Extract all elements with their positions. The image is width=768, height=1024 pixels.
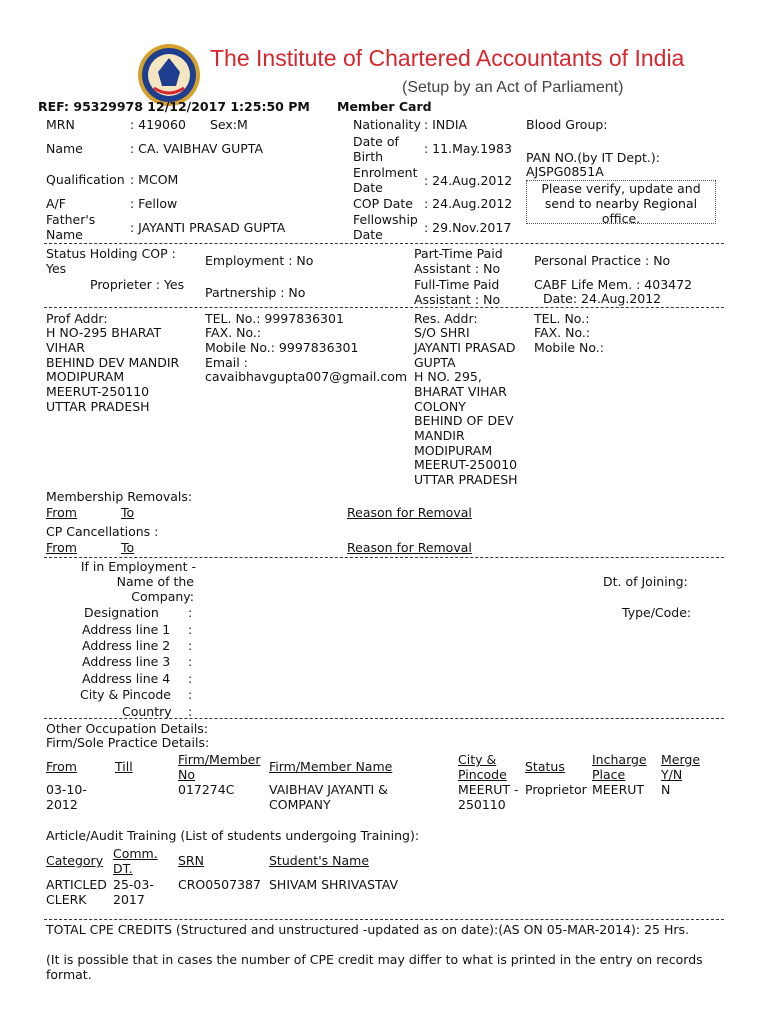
status-proprieter: Proprieter : Yes xyxy=(90,277,185,292)
father-value: : JAYANTI PRASAD GUPTA xyxy=(130,220,286,235)
colon: : xyxy=(188,704,193,719)
qualification-label: Qualification xyxy=(46,172,125,187)
colon: : xyxy=(188,654,193,669)
cpe-total: TOTAL CPE CREDITS (Structured and unstructured -updated as on date):(AS ON 05-MAR-2014): 25 Hrs. xyxy=(46,922,689,937)
res-addr-line: BEHIND OF DEV xyxy=(414,413,514,428)
status-cabf: CABF Life Mem. : 403472 xyxy=(534,277,693,292)
enrolment-value: : 24.Aug.2012 xyxy=(424,173,513,188)
firm-row-incharge: MEERUT xyxy=(592,782,645,797)
pan-label: PAN NO.(by IT Dept.): xyxy=(526,150,660,165)
city-pincode-label: City & Pincode xyxy=(80,687,171,702)
divider xyxy=(44,718,724,719)
firm-header-firm-name: Firm/Member Name xyxy=(269,759,393,774)
res-addr-line: H NO. 295, xyxy=(414,369,482,384)
colon: : xyxy=(188,622,193,637)
training-header-srn: SRN xyxy=(178,853,204,868)
fellowship-value: : 29.Nov.2017 xyxy=(424,220,512,235)
prof-addr-line: H NO-295 BHARAT xyxy=(46,325,162,340)
res-addr-label: Res. Addr: xyxy=(414,311,478,326)
prof-addr-label: Prof Addr: xyxy=(46,311,108,326)
verify-notice-box: Please verify, update and send to nearby Regional office. xyxy=(526,180,716,224)
joining-date-label: Dt. of Joining: xyxy=(603,574,688,589)
cp-cancellations-label: CP Cancellations : xyxy=(46,524,159,539)
training-header-student-name: Student's Name xyxy=(269,853,370,868)
prof-mobile: Mobile No.: 9997836301 xyxy=(205,340,359,355)
firm-row-firm-name: VAIBHAV JAYANTI & COMPANY xyxy=(269,782,388,812)
pan-value: AJSPG0851A xyxy=(526,164,604,179)
training-header-comm-dt: Comm. DT. xyxy=(113,846,158,876)
res-addr-line: MEERUT-250010 xyxy=(414,457,518,472)
address-line-2-label: Address line 2 xyxy=(82,638,171,653)
sex-value: Sex:M xyxy=(210,117,248,132)
dob-label: Date of Birth xyxy=(353,134,399,164)
res-addr-line: COLONY xyxy=(414,399,466,414)
name-label: Name xyxy=(46,141,83,156)
firm-row-city: MEERUT - 250110 xyxy=(458,782,519,812)
enrolment-label: Enrolment Date xyxy=(353,165,418,195)
mrn-value: : 419060 xyxy=(130,117,186,132)
res-addr-line: S/O SHRI xyxy=(414,325,470,340)
cancellations-to-header: To xyxy=(121,540,135,555)
prof-addr-line: MODIPURAM xyxy=(46,369,125,384)
membership-removals-label: Membership Removals: xyxy=(46,489,193,504)
firm-header-firm-no: Firm/Member No xyxy=(178,752,261,782)
prof-email: cavaibhavgupta007@gmail.com xyxy=(205,369,408,384)
name-value: : CA. VAIBHAV GUPTA xyxy=(130,141,264,156)
firm-header-city: City & Pincode xyxy=(458,752,507,782)
divider xyxy=(44,919,724,920)
firm-row-from: 03-10-2012 xyxy=(46,782,87,812)
prof-addr-line: UTTAR PRADESH xyxy=(46,399,150,414)
training-row-student-name: SHIVAM SHRIVASTAV xyxy=(269,877,398,892)
training-row-srn: CRO0507387 xyxy=(178,877,261,892)
cancellations-from-header: From xyxy=(46,540,77,555)
company-name-label: Name of the Company: xyxy=(116,574,194,604)
af-value: : Fellow xyxy=(130,196,178,211)
designation-label: Designation xyxy=(84,605,159,620)
removals-reason-header: Reason for Removal xyxy=(347,505,472,520)
if-employment-label: If in Employment - xyxy=(80,559,196,574)
colon: : xyxy=(188,605,193,620)
prof-addr-line: BEHIND DEV MANDIR xyxy=(46,355,180,370)
training-row-category: ARTICLED CLERK xyxy=(46,877,107,907)
firm-header-merge: Merge Y/N xyxy=(661,752,701,782)
prof-addr-line: VIHAR xyxy=(46,340,85,355)
institute-title: The Institute of Chartered Accountants of India xyxy=(210,45,685,71)
res-addr-line: BHARAT VIHAR xyxy=(414,384,507,399)
status-part-time: Part-Time Paid Assistant : No xyxy=(414,246,503,276)
address-line-4-label: Address line 4 xyxy=(82,671,171,686)
address-line-1-label: Address line 1 xyxy=(82,622,171,637)
type-code-label: Type/Code: xyxy=(622,605,692,620)
prof-email-label: Email : xyxy=(205,355,248,370)
other-occupation-label: Other Occupation Details: xyxy=(46,721,209,736)
blood-group-label: Blood Group: xyxy=(526,117,608,132)
qualification-value: : MCOM xyxy=(130,172,179,187)
nationality-label: Nationality xyxy=(353,117,421,132)
divider xyxy=(44,557,724,558)
cop-value: : 24.Aug.2012 xyxy=(424,196,513,211)
prof-fax: FAX. No.: xyxy=(205,325,262,340)
training-label: Article/Audit Training (List of students undergoing Training): xyxy=(46,828,420,843)
divider xyxy=(44,243,724,244)
prof-tel: TEL. No.: 9997836301 xyxy=(205,311,344,326)
firm-row-status: Proprietor xyxy=(525,782,587,797)
removals-from-header: From xyxy=(46,505,77,520)
divider xyxy=(44,307,724,308)
fellowship-label: Fellowship Date xyxy=(353,212,418,242)
firm-row-merge: N xyxy=(661,782,671,797)
reference-line: REF: 95329978 12/12/2017 1:25:50 PM xyxy=(38,99,310,114)
res-tel: TEL. No.: xyxy=(534,311,590,326)
firm-practice-label: Firm/Sole Practice Details: xyxy=(46,735,210,750)
colon: : xyxy=(188,687,193,702)
institute-subtitle: (Setup by an Act of Parliament) xyxy=(402,79,624,96)
member-card-label: Member Card xyxy=(337,99,432,114)
address-line-3-label: Address line 3 xyxy=(82,654,171,669)
res-addr-line: GUPTA xyxy=(414,355,456,370)
status-personal-practice: Personal Practice : No xyxy=(534,253,671,268)
colon: : xyxy=(188,638,193,653)
prof-addr-line: MEERUT-250110 xyxy=(46,384,150,399)
cancellations-reason-header: Reason for Removal xyxy=(347,540,472,555)
status-full-time: Full-Time Paid Assistant : No xyxy=(414,277,501,307)
res-addr-line: MANDIR xyxy=(414,428,465,443)
dob-value: : 11.May.1983 xyxy=(424,141,512,156)
colon: : xyxy=(188,671,193,686)
status-partnership: Partnership : No xyxy=(205,285,306,300)
res-addr-line: UTTAR PRADESH xyxy=(414,472,518,487)
res-addr-line: MODIPURAM xyxy=(414,443,493,458)
training-header-category: Category xyxy=(46,853,104,868)
af-label: A/F xyxy=(46,196,66,211)
firm-header-from: From xyxy=(46,759,77,774)
res-addr-line: JAYANTI PRASAD xyxy=(414,340,516,355)
firm-header-incharge: Incharge Place xyxy=(592,752,647,782)
training-row-comm-dt: 25-03-2017 xyxy=(113,877,154,907)
firm-header-till: Till xyxy=(115,759,133,774)
cpe-note: (It is possible that in cases the number of CPE credit may differ to what is printed in the entry on records format. xyxy=(46,952,703,982)
cop-label: COP Date xyxy=(353,196,413,211)
firm-row-firm-no: 017274C xyxy=(178,782,235,797)
status-employment: Employment : No xyxy=(205,253,314,268)
country-label: Country xyxy=(122,704,172,719)
father-label: Father's Name xyxy=(46,212,96,242)
status-holding-cop: Status Holding COP : Yes xyxy=(46,246,176,276)
res-fax: FAX. No.: xyxy=(534,325,591,340)
removals-to-header: To xyxy=(121,505,135,520)
status-cabf-date: Date: 24.Aug.2012 xyxy=(543,291,662,306)
mrn-label: MRN xyxy=(46,117,75,132)
nationality-value: : INDIA xyxy=(424,117,468,132)
res-mobile: Mobile No.: xyxy=(534,340,604,355)
firm-header-status: Status xyxy=(525,759,565,774)
